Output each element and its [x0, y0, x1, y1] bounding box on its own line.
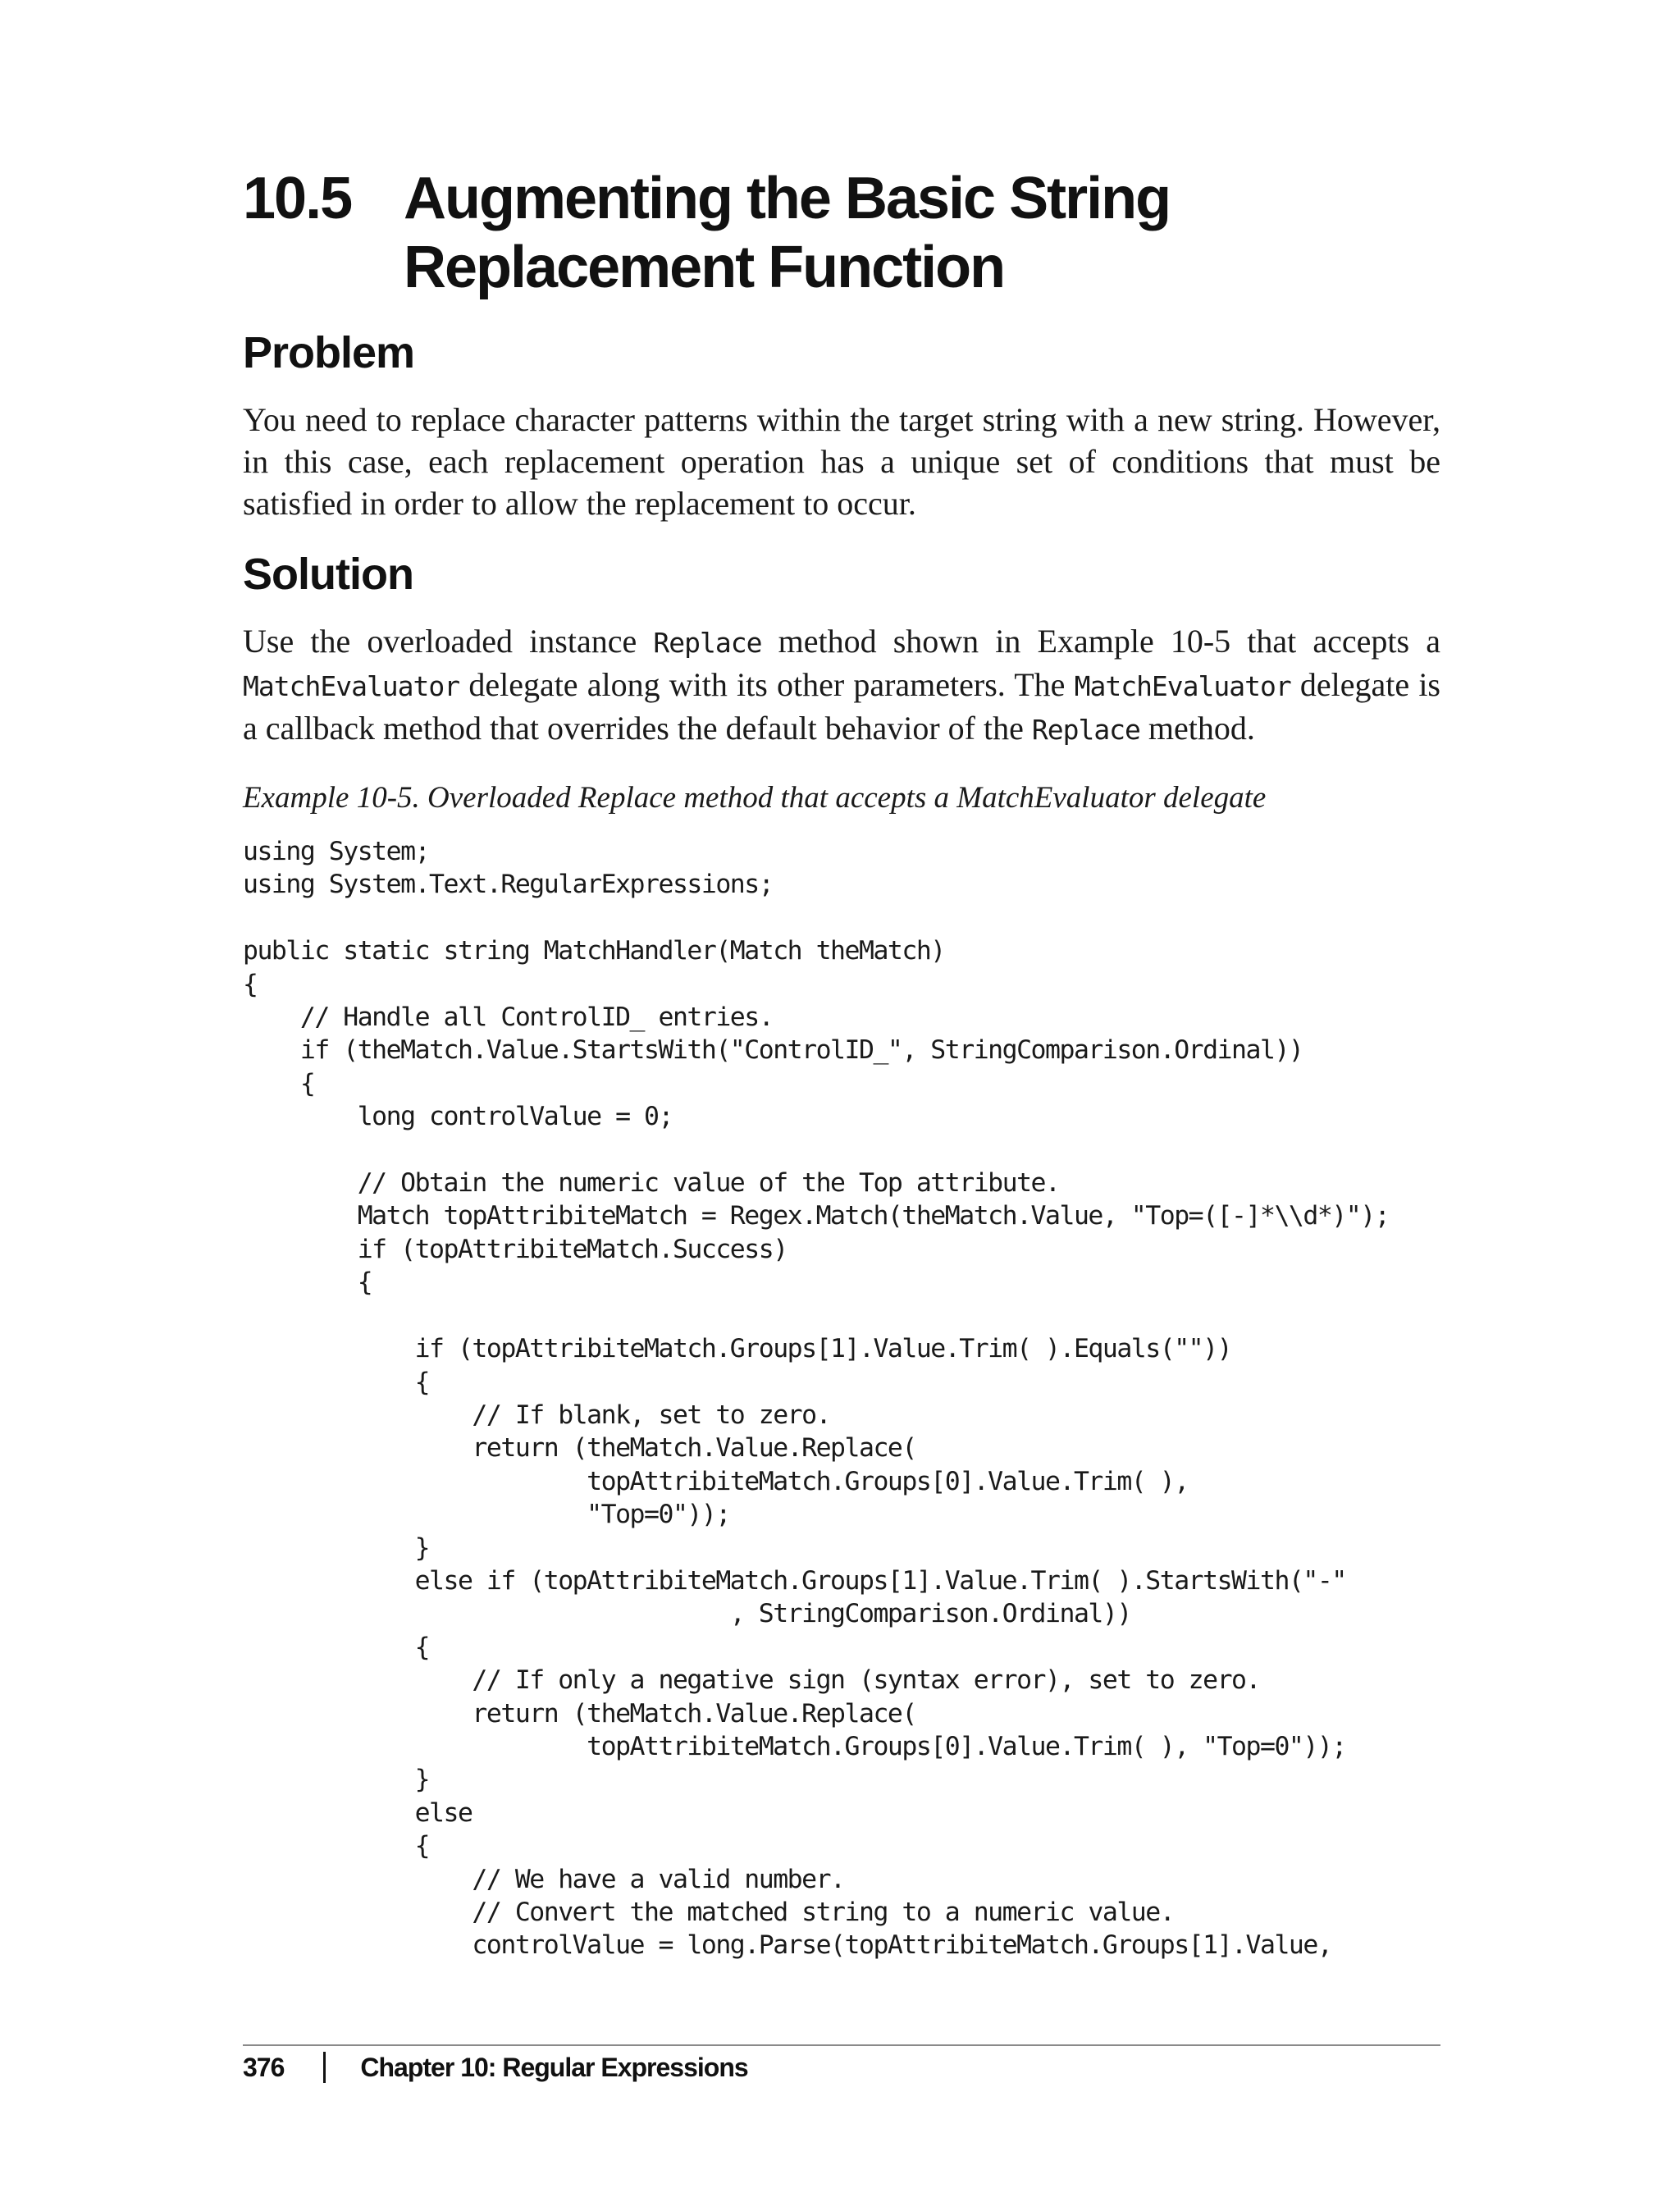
inline-code-matchevaluator: MatchEvaluator	[1074, 670, 1291, 702]
inline-code-replace: Replace	[1031, 714, 1140, 746]
solution-heading: Solution	[243, 550, 413, 599]
footer-separator	[323, 2052, 326, 2083]
example-caption: Example 10-5. Overloaded Replace method that accepts a MatchEvaluator delegate	[243, 781, 1267, 815]
solution-text-2: method shown in Example 10-5 that accepts a	[761, 623, 1441, 660]
page-number: 376	[243, 2053, 285, 2082]
solution-text-1: Use the overloaded instance	[243, 623, 654, 660]
section-title: Augmenting the Basic String Replacement Function	[404, 166, 1171, 300]
section-number: 10.5	[243, 166, 352, 231]
footer-divider	[243, 2044, 1440, 2046]
chapter-title: Chapter 10: Regular Expressions	[360, 2053, 748, 2082]
code-listing: using System; using System.Text.RegularExpressions; public static string MatchHandler(Match theMatch) { // Handle all ControlID_ entries. if (theMatch.Value.StartsWith("ControlID_", StringComparison.Ordinal)) { long controlValue = 0; // Obtain the numeric value of the Top attribute. Match topAttribiteMatch = Regex.Match(theMatch.Value, "Top=([-]*\\d*)"); if (topAttribiteMatch.Success) { if (topAttribiteMatch.Groups[1].Value.Trim( ).Equals("")) { // If blank, set to zero. return (theMatch.Value.Replace( topAttribiteMatch.Groups[0].Value.Trim( ), "Top=0")); } else if (topAttribiteMatch.Groups[1].Value.Trim( ).StartsWith("-" , StringComparison.Ordinal)) { // If only a negative sign (syntax error), set to zero. return (theMatch.Value.Replace( topAttribiteMatch.Groups[0].Value.Trim( ), "Top=0")); } else { // We have a valid number. // Convert the matched string to a numeric value. controlValue = long.Parse(topAttribiteMatch.Groups[1].Value,	[243, 837, 1390, 1961]
inline-code-replace: Replace	[653, 627, 762, 659]
solution-text-5: method.	[1139, 710, 1255, 747]
solution-paragraph	[243, 620, 1440, 751]
solution-text-3: delegate along with its other parameters. The	[459, 666, 1075, 703]
page-footer	[243, 2051, 748, 2084]
solution-text-4: delegate is a callback method that overrides the default behavior of the	[243, 666, 1440, 747]
section-heading	[243, 164, 1440, 302]
problem-paragraph: You need to replace character patterns within the target string with a new string. However, in this case, each replacement operation has a unique set of conditions that must be satisfied in order to allow the replacement to occur.	[243, 401, 1440, 522]
problem-heading: Problem	[243, 328, 415, 377]
inline-code-matchevaluator: MatchEvaluator	[243, 670, 460, 702]
